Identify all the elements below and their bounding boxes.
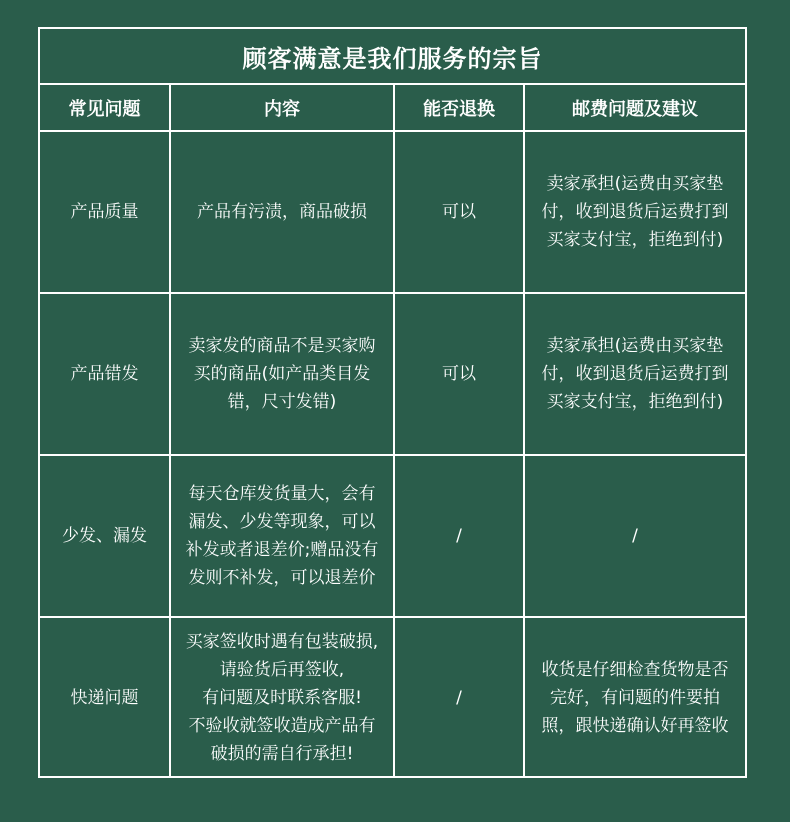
service-policy-table-frame — [38, 27, 747, 778]
returnable-text: 可以 — [442, 364, 476, 384]
header-row — [40, 85, 745, 131]
shipping-cell — [524, 455, 745, 617]
content-cell — [170, 617, 394, 778]
shipping-text: / — [632, 526, 638, 546]
content-cell — [170, 293, 394, 455]
returnable-text: 可以 — [442, 202, 476, 222]
issue-text: 快递问题 — [70, 688, 139, 708]
content-cell — [170, 455, 394, 617]
issue-text: 产品错发 — [70, 364, 139, 384]
content-text: 卖家发的商品不是买家购 买的商品(如产品类目发 错，尺寸发错) — [188, 336, 376, 412]
header-content: 内容 — [170, 85, 394, 131]
content-cell — [170, 131, 394, 293]
shipping-cell — [524, 131, 745, 293]
issue-cell — [40, 617, 170, 778]
content-text: 产品有污渍，商品破损 — [197, 202, 367, 222]
returnable-cell — [394, 293, 524, 455]
header-returnable: 能否退换 — [394, 85, 524, 131]
service-policy-table — [40, 85, 745, 778]
issue-cell — [40, 455, 170, 617]
table-row — [40, 455, 745, 617]
returnable-text: / — [456, 688, 462, 708]
table-row — [40, 131, 745, 293]
table-title: 顾客满意是我们服务的宗旨 — [40, 29, 745, 85]
shipping-cell — [524, 617, 745, 778]
returnable-text: / — [456, 526, 462, 546]
issue-text: 产品质量 — [70, 202, 139, 222]
returnable-cell — [394, 455, 524, 617]
header-shipping-advice: 邮费问题及建议 — [524, 85, 745, 131]
shipping-text: 收货是仔细检查货物是否 完好，有问题的件要拍 照，跟快递确认好再签收 — [541, 660, 729, 736]
issue-cell — [40, 293, 170, 455]
content-text: 买家签收时遇有包装破损, 请验货后再签收, 有问题及时联系客服! 不验收就签收造成产品有 破损的需自行承担! — [185, 632, 379, 764]
issue-cell — [40, 131, 170, 293]
table-row — [40, 293, 745, 455]
shipping-cell — [524, 293, 745, 455]
shipping-text: 卖家承担(运费由买家垫 付，收到退货后运费打到 买家支付宝，拒绝到付) — [541, 174, 729, 250]
content-text: 每天仓库发货量大，会有 漏发、少发等现象，可以 补发或者退差价;赠品没有 发则不补发，可以退差价 — [185, 484, 379, 588]
returnable-cell — [394, 617, 524, 778]
shipping-text: 卖家承担(运费由买家垫 付，收到退货后运费打到 买家支付宝，拒绝到付) — [541, 336, 729, 412]
table-row — [40, 617, 745, 778]
header-common-issue: 常见问题 — [40, 85, 170, 131]
issue-text: 少发、漏发 — [62, 526, 147, 546]
returnable-cell — [394, 131, 524, 293]
